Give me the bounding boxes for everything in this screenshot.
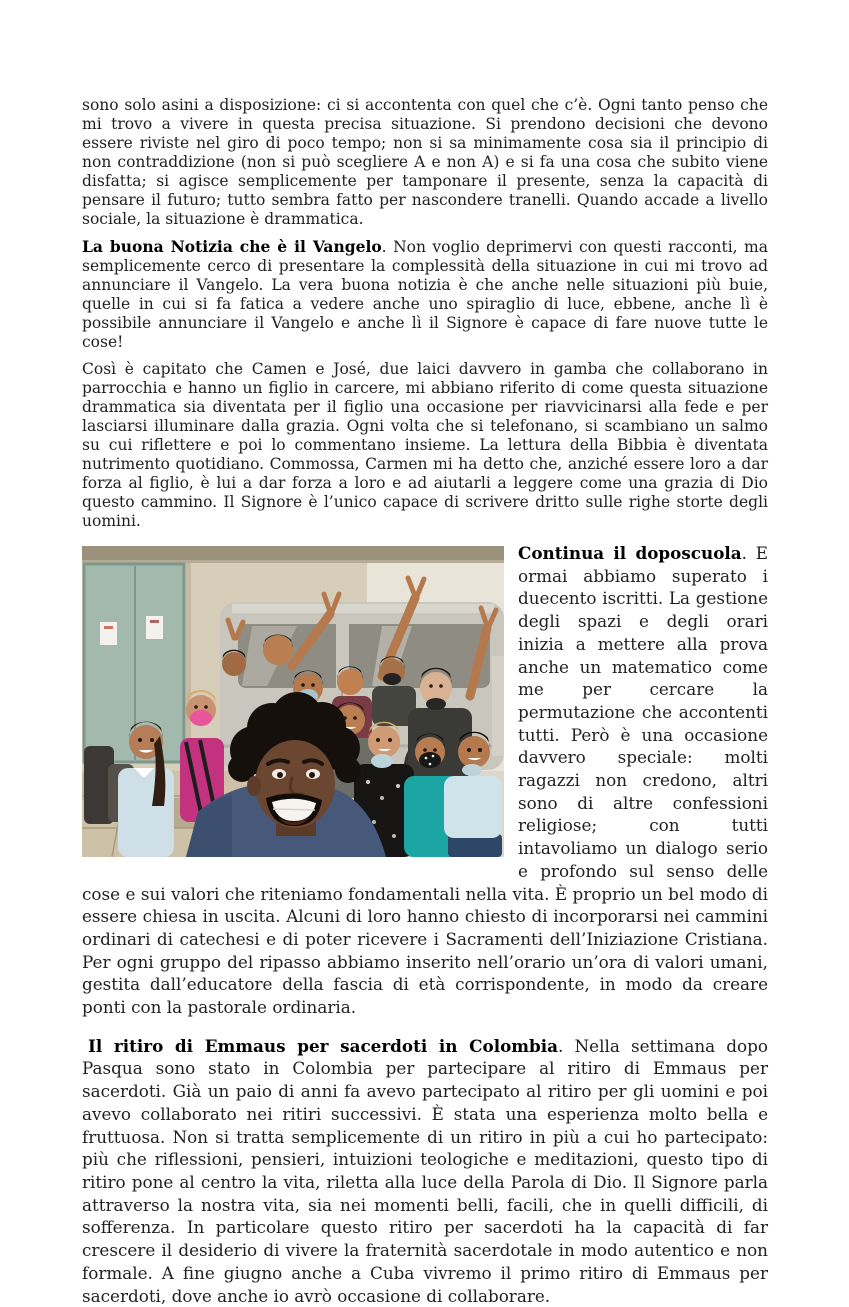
paragraph-text-ritiro-emmaus: . Nella settimana dopo Pasqua sono stato in Colombia per partecipare al ritiro di Emmaus per sacerdoti. Già un paio di anni fa avevo partecipato al ritiro per gli uomini e poi avevo collaborato nei ritiri successivi. È stata una esperienza molto bella e fruttuosa. Non si tratta semplicemente di un ritiro in più a cui ho partecipato: più che riflessioni, pensieri, intuizioni teologiche e meditazioni, questo tipo di ritiro pone al centro la vita, riletta alla luce della Parola di Dio. Il Signore parla attraverso la nostra vita, sia nei momenti belli, facili, che in quelli difficili, di sofferenza. In particolare questo ritiro per sacerdoti ha la capacità di far crescere il desiderio di vivere la fraternità sacerdotale in modo autentico e non formale. A fine giugno anche a Cuba vivremo il primo ritiro di Emmaus per sacerdoti, dove anche io avrò occasione di collaborare. (82, 1035, 768, 1306)
paragraph-ritiro-emmaus (82, 1033, 768, 1307)
paragraph-lead-doposcuola: Continua il doposcuola (518, 543, 742, 563)
paragraph-situazione: sono solo asini a disposizione: ci si accontenta con quel che c’è. Ogni tanto penso che mi trovo a vivere in questa precisa situazione. Si prendono decisioni che devono essere riviste nel giro di poco tempo; non si sa minimamente cosa sia il principio di non contraddizione (non si può scegliere A e non A) e si fa una cosa che subito viene disfatta; si agisce semplicemente per tamponare il presente, senza la capacità di pensare il futuro; tutto sembra fatto per nascondere tranelli. Quando accade a livello sociale, la situazione è drammatica. (82, 96, 768, 228)
section-doposcuola (82, 542, 768, 1027)
paragraph-text-buona-notizia: . Non voglio deprimervi con questi racconti, ma semplicemente cerco di presentare la complessità della situazione in cui mi trovo ad annunciare il Vangelo. La vera buona notizia è che anche nelle situazioni più buie, quelle in cui si fa fatica a vedere anche uno spiraglio di luce, ebbene, anche lì è possibile annunciare il Vangelo e anche lì il Signore è capace di fare nuove tutte le cose! (82, 238, 768, 351)
selfie-photo-illustration (82, 546, 504, 857)
paragraph-text-doposcuola: . E ormai abbiamo superato i duecento iscritti. La gestione degli spazi e degli orari inizia a mettere alla prova anche un matematico come me per cercare la permutazione che accontenti tutti. Però è una occasione davvero speciale: molti ragazzi non credono, altri sono di altre confessioni religiose; con tutti intavoliamo un dialogo serio e profondo sul senso delle cose e sui valori che riteniamo fondamentali nella vita. È proprio un bel modo di essere chiesa in uscita. Alcuni di loro hanno chiesto di incorporarsi nei cammini ordinari di catechesi e di poter ricevere i Sacramenti dell’Iniziazione Cristiana. Per ogni gruppo del ripasso abbiamo inserito nell’orario un’ora di valori umani, gestita dall’educatore della fascia di età corrispondente, in modo da creare ponti con la pastorale ordinaria. (82, 543, 769, 1018)
paragraph-buona-notizia (82, 237, 768, 352)
paragraph-camen-jose: Così è capitato che Camen e José, due laici davvero in gamba che collaborano in parrocchia e hanno un figlio in carcere, mi abbiano riferito di come questa situazione drammatica sia diventata per il figlio una occasione per riavvicinarsi alla fede e per lasciarsi illuminare dalla grazia. Ogni volta che si telefonano, si scambiano un salmo su cui riflettere e poi lo commentano insieme. La lettura della Bibbia è diventata nutrimento quotidiano. Commossa, Carmen mi ha detto che, anziché essere loro a dar forza al figlio, è lui a dar forza a loro e ad aiutarli a leggere come una grazia di Dio questo cammino. Il Signore è l’unico capace di scrivere dritto sulle righe storte degli uomini. (82, 360, 768, 530)
paragraph-lead-buona-notizia: La buona Notizia che è il Vangelo (82, 237, 382, 256)
group-selfie-photo (82, 546, 504, 857)
paragraph-lead-ritiro-emmaus: Il ritiro di Emmaus per sacerdoti in Colombia (88, 1035, 558, 1056)
